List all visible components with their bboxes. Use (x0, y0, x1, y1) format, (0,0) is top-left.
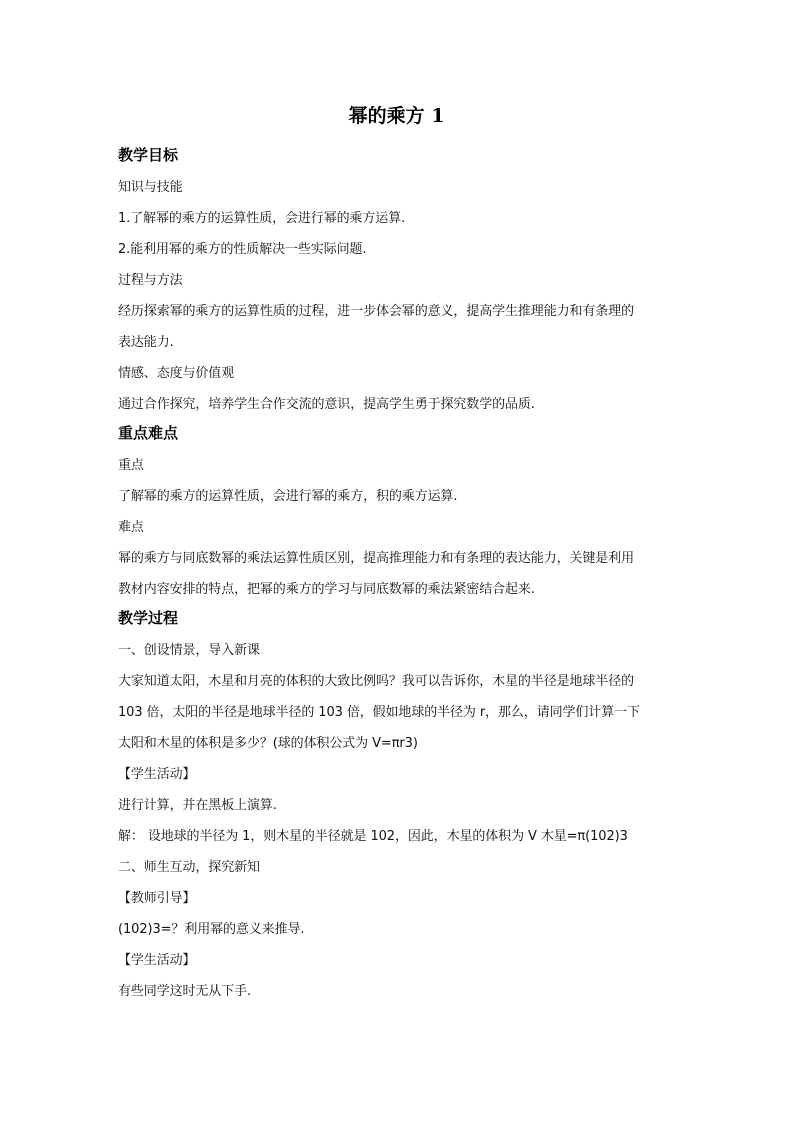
page-title: 幂的乘方 1 (348, 105, 445, 127)
paragraph-line: 过程与方法 (118, 273, 183, 288)
paragraph-line: 二、师生互动，探究新知 (118, 860, 260, 875)
paragraph-line: 知识与技能 (118, 180, 183, 195)
paragraph-line: 表达能力. (118, 335, 174, 350)
paragraph-line: 一、创设情景，导入新课 (118, 643, 260, 658)
paragraph-line: 有些同学这时无从下手. (118, 984, 252, 999)
paragraph-line: 进行计算，并在黑板上演算. (118, 798, 277, 813)
paragraph-line: 【学生活动】 (118, 767, 196, 782)
paragraph-line: 了解幂的乘方的运算性质，会进行幂的乘方，积的乘方运算. (118, 489, 458, 504)
paragraph-line: 教材内容安排的特点，把幂的乘方的学习与同底数幂的乘法紧密结合起来. (118, 582, 535, 597)
paragraph-line: 情感、态度与价值观 (118, 366, 235, 381)
paragraph-line: 大家知道太阳，木星和月亮的体积的大致比例吗？我可以告诉你，木星的半径是地球半径的 (118, 674, 635, 689)
paragraph-line: 幂的乘方与同底数幂的乘法运算性质区别，提高推理能力和有条理的表达能力，关键是利用 (118, 551, 635, 566)
document-body (118, 142, 688, 1007)
paragraph-line: 103 倍，太阳的半径是地球半径的 103 倍，假如地球的半径为 r，那么，请同学们计算一下 (118, 705, 640, 720)
paragraph-line: 1.了解幂的乘方的运算性质，会进行幂的乘方运算. (118, 211, 406, 226)
paragraph-line: 经历探索幂的乘方的运算性质的过程，进一步体会幂的意义，提高学生推理能力和有条理的 (118, 304, 635, 319)
paragraph-line: 太阳和木星的体积是多少？(球的体积公式为 V=πr3) (118, 736, 418, 751)
paragraph-line: 【教师引导】 (118, 891, 196, 906)
paragraph-line: 通过合作探究，培养学生合作交流的意识，提高学生勇于探究数学的品质. (118, 397, 535, 412)
section-heading: 重点难点 (118, 424, 179, 442)
paragraph-line: 2.能利用幂的乘方的性质解决一些实际问题. (118, 242, 367, 257)
paragraph-line: 解： 设地球的半径为 1，则木星的半径就是 102，因此，木星的体积为 V 木星=π(102)3 (118, 829, 628, 844)
section-heading: 教学过程 (118, 609, 179, 627)
paragraph-line: 重点 (118, 458, 144, 473)
paragraph-line: 难点 (118, 520, 144, 535)
paragraph-line: 【学生活动】 (118, 953, 196, 968)
paragraph-line: (102)3=？利用幂的意义来推导. (118, 922, 305, 937)
section-heading: 教学目标 (118, 146, 179, 164)
